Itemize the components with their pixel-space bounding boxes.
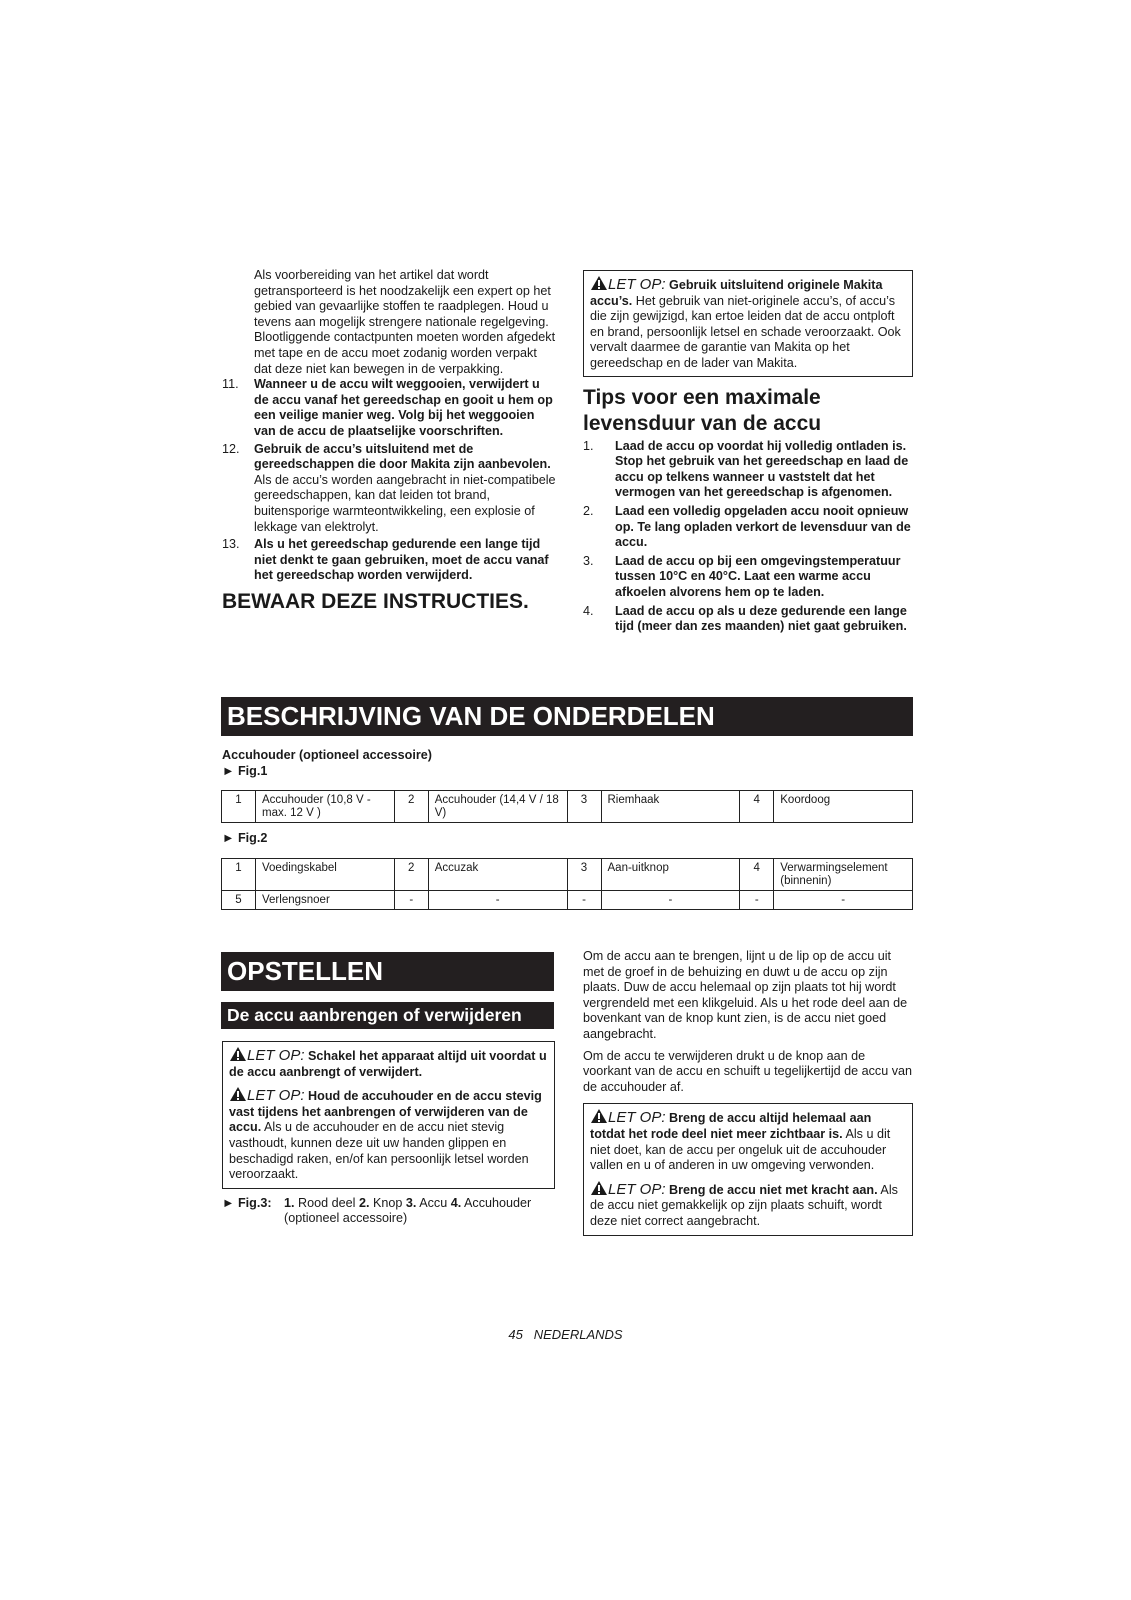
warning-label: LET OP: xyxy=(608,1180,666,1198)
part-number: 3 xyxy=(567,859,601,891)
item-bold-text: Als u het gereedschap gedurende een lange tijd niet denkt te gaan gebruiken, moet de accu vanaf het gereedschap worden verwijderd. xyxy=(254,537,549,583)
accessory-title: Accuhouder (optioneel accessoire) xyxy=(222,748,432,762)
fig1-label: ► Fig.1 xyxy=(222,763,268,778)
warning-bold-text: Breng de accu niet met kracht aan. xyxy=(665,1182,878,1197)
install-paragraph: Om de accu aan te brengen, lijnt u de lip op de accu uit met de groef in de behuizing en duwt u de accu op zijn plaats. Duw de accu helemaal op zijn plaats tot hij wordt vergrendeld met een klikgeluid. Als u het rode deel aan de bovenkant van de knop kunt zien, is de accu niet goed aangebracht. xyxy=(583,949,908,1041)
part-name: Accuhouder (10,8 V - max. 12 V ) xyxy=(256,791,395,823)
part-name: - xyxy=(601,891,740,910)
warning-bold-text: Houd de accuhouder en de accu stevig vast tijdens het aanbrengen of verwijderen van de accu. xyxy=(229,1089,542,1135)
part-name: Verlengsnoer xyxy=(256,891,395,910)
legend-number: 2. xyxy=(358,1195,370,1210)
part-name: Verwarmingselement (binnenin) xyxy=(774,859,913,891)
warning-box xyxy=(222,1041,555,1189)
list-item xyxy=(222,442,556,536)
list-item xyxy=(583,504,913,551)
item-number: 11. xyxy=(222,377,239,392)
warning-bold-text: Gebruik uitsluitend originele Makita accu’s. xyxy=(590,278,883,308)
fig2-label: ► Fig.2 xyxy=(222,831,268,845)
legend-text: Knop xyxy=(369,1195,406,1210)
warning-triangle-icon xyxy=(590,275,608,291)
part-name: Aan-uitknop xyxy=(601,859,740,891)
part-number: - xyxy=(567,891,601,910)
list-item xyxy=(222,537,556,584)
part-number: 3 xyxy=(567,791,601,823)
part-number: 2 xyxy=(394,791,428,823)
part-name: Riemhaak xyxy=(601,791,740,823)
warning-label: LET OP: xyxy=(247,1047,305,1064)
legend-text: Accuhouder (optioneel accessoire) xyxy=(284,1195,532,1226)
setup-section-heading: OPSTELLEN xyxy=(221,952,554,991)
left-column xyxy=(222,268,556,614)
part-number: 5 xyxy=(222,891,256,910)
item-number: 3. xyxy=(583,553,594,568)
legend-number: 1. xyxy=(284,1195,295,1210)
warning-text: Als u de accuhouder en de accu niet stevig vasthoudt, kunnen deze uit uw handen glippen en beschadigd raken, en/of kan persoonlijk letsel worden veroorzaakt. xyxy=(229,1120,529,1182)
item-number: 12. xyxy=(222,441,240,456)
fig3-label: ► Fig.3: xyxy=(222,1195,272,1210)
list-item xyxy=(583,439,913,501)
warning-label: LET OP: xyxy=(247,1087,305,1105)
warning-text: Het gebruik van niet-originele accu’s, of accu’s die zijn gewijzigd, kan ertoe leiden dat de accu ontploft en brand, persoonlijk letsel en schade veroorzaakt. Ook vervalt daarmee de garantie van Makita op het gereedschap en de lader van Makita. xyxy=(590,293,901,370)
footer-language: NEDERLANDS xyxy=(533,1327,623,1342)
warning-triangle-icon xyxy=(229,1086,247,1102)
part-name: - xyxy=(774,891,913,910)
page-number: 45 xyxy=(508,1327,523,1342)
warning-text: Als de accu niet gemakkelijk op zijn plaats schuift, wordt deze niet correct aangebracht. xyxy=(590,1182,898,1228)
parts-subheading xyxy=(222,748,914,779)
save-instructions-heading: BEWAAR DEZE INSTRUCTIES. xyxy=(222,589,529,613)
warning-paragraph xyxy=(590,1108,906,1173)
warning-paragraph xyxy=(590,1180,906,1230)
page-footer xyxy=(0,1327,1131,1343)
part-number: 4 xyxy=(740,791,774,823)
item-bold-text: Gebruik de accu’s uitsluitend met de gereedschappen die door Makita zijn aanbevolen. xyxy=(254,441,551,472)
fig3-legend xyxy=(284,1196,555,1227)
warning-text: Als u dit niet doet, kan de accu per ongeluk uit de accuhouder vallen en u of anderen in uw omgeving verwonden. xyxy=(590,1126,891,1173)
transport-paragraph: Als voorbereiding van het artikel dat wordt getransporteerd is het noodzakelijk een expert op het gebied van gevaarlijke stoffen te raadplegen. Houd u tevens aan mogelijk strengere nationale regelgeving. xyxy=(254,268,551,329)
setup-left-column xyxy=(222,1041,555,1227)
remove-paragraph: Om de accu te verwijderen drukt u de knop aan de voorkant van de accu en schuift u tegelijkertijd de accu van de accuhouder af. xyxy=(583,1048,913,1094)
list-item xyxy=(222,377,556,439)
part-number: 2 xyxy=(394,859,428,891)
warning-triangle-icon xyxy=(229,1046,247,1062)
warning-paragraph xyxy=(229,1086,548,1183)
item-number: 2. xyxy=(583,503,594,518)
warning-bold-text: Schakel het apparaat altijd uit voordat u de accu aanbrengt of verwijdert. xyxy=(229,1049,547,1079)
part-name: - xyxy=(428,891,567,910)
warning-label: LET OP: xyxy=(608,276,666,293)
warning-label: LET OP: xyxy=(608,1109,666,1127)
setup-right-column xyxy=(583,949,913,1236)
list-item xyxy=(583,604,913,635)
fig3-caption xyxy=(222,1196,555,1227)
battery-subheading: De accu aanbrengen of verwijderen xyxy=(221,1002,554,1029)
item-bold-text: Laad de accu op als u deze gedurende een lange tijd (meer dan zes maanden) niet gaat gebruiken. xyxy=(615,603,907,634)
warning-triangle-icon xyxy=(590,1108,608,1124)
list-item xyxy=(583,554,913,601)
parts-section-heading: BESCHRIJVING VAN DE ONDERDELEN xyxy=(221,697,913,736)
warning-paragraph xyxy=(229,1046,548,1080)
legend-text: Rood deel xyxy=(294,1195,359,1210)
warning-box xyxy=(583,270,913,377)
fig1-parts-table xyxy=(221,790,913,823)
item-bold-text: Wanneer u de accu wilt weggooien, verwijdert u de accu vanaf het gereedschap en gooit u hem op een veilige manier weg. Volg bij het weggooien van de accu de plaatselijke voorschriften. xyxy=(254,377,553,438)
warning-triangle-icon xyxy=(590,1180,608,1196)
legend-number: 3. xyxy=(405,1195,417,1210)
fig2-parts-table xyxy=(221,858,913,910)
warning-bold-text: Breng de accu altijd helemaal aan totdat het rode deel niet meer zichtbaar is. xyxy=(590,1111,872,1141)
item-number: 4. xyxy=(583,603,594,618)
table-row xyxy=(222,791,913,823)
part-number: - xyxy=(740,891,774,910)
part-number: 1 xyxy=(222,791,256,823)
right-column xyxy=(583,270,913,635)
item-bold-text: Laad een volledig opgeladen accu nooit opnieuw op. Te lang opladen verkort de levensduur van de accu. xyxy=(615,503,911,550)
part-number: - xyxy=(394,891,428,910)
part-name: Accuzak xyxy=(428,859,567,891)
legend-text: Accu xyxy=(416,1195,451,1210)
part-number: 4 xyxy=(740,859,774,891)
table-row xyxy=(222,891,913,910)
item-number: 1. xyxy=(583,438,594,453)
part-name: Voedingskabel xyxy=(256,859,395,891)
part-name: Koordoog xyxy=(774,791,913,823)
tips-heading: Tips voor een maximale levensduur van de accu xyxy=(583,385,822,435)
legend-number: 4. xyxy=(450,1195,462,1210)
item-bold-text: Laad de accu op voordat hij volledig ontladen is. Stop het gebruik van het gereedschap en laad de accu op telkens wanneer u vaststelt dat het vermogen van het gereedschap is afgenomen. xyxy=(615,438,909,500)
part-name: Accuhouder (14,4 V / 18 V) xyxy=(428,791,567,823)
item-number: 13. xyxy=(222,537,240,552)
item-bold-text: Laad de accu op bij een omgevingstemperatuur tussen 10°C en 40°C. Laat een warme accu afkoelen alvorens hem op te laden. xyxy=(615,553,901,599)
warning-box xyxy=(583,1103,913,1235)
table-row xyxy=(222,859,913,891)
contacts-paragraph: Blootliggende contactpunten moeten worden afgedekt met tape en de accu moet zodanig worden verpakt dat deze niet kan bewegen in de verpakking. xyxy=(254,330,556,376)
part-number: 1 xyxy=(222,859,256,891)
item-text: Als de accu’s worden aangebracht in niet-compatibele gereedschappen, kan dat leiden tot brand, buitensporige warmteontwikkeling, een explosie of lekkage van elektrolyt. xyxy=(254,472,556,534)
